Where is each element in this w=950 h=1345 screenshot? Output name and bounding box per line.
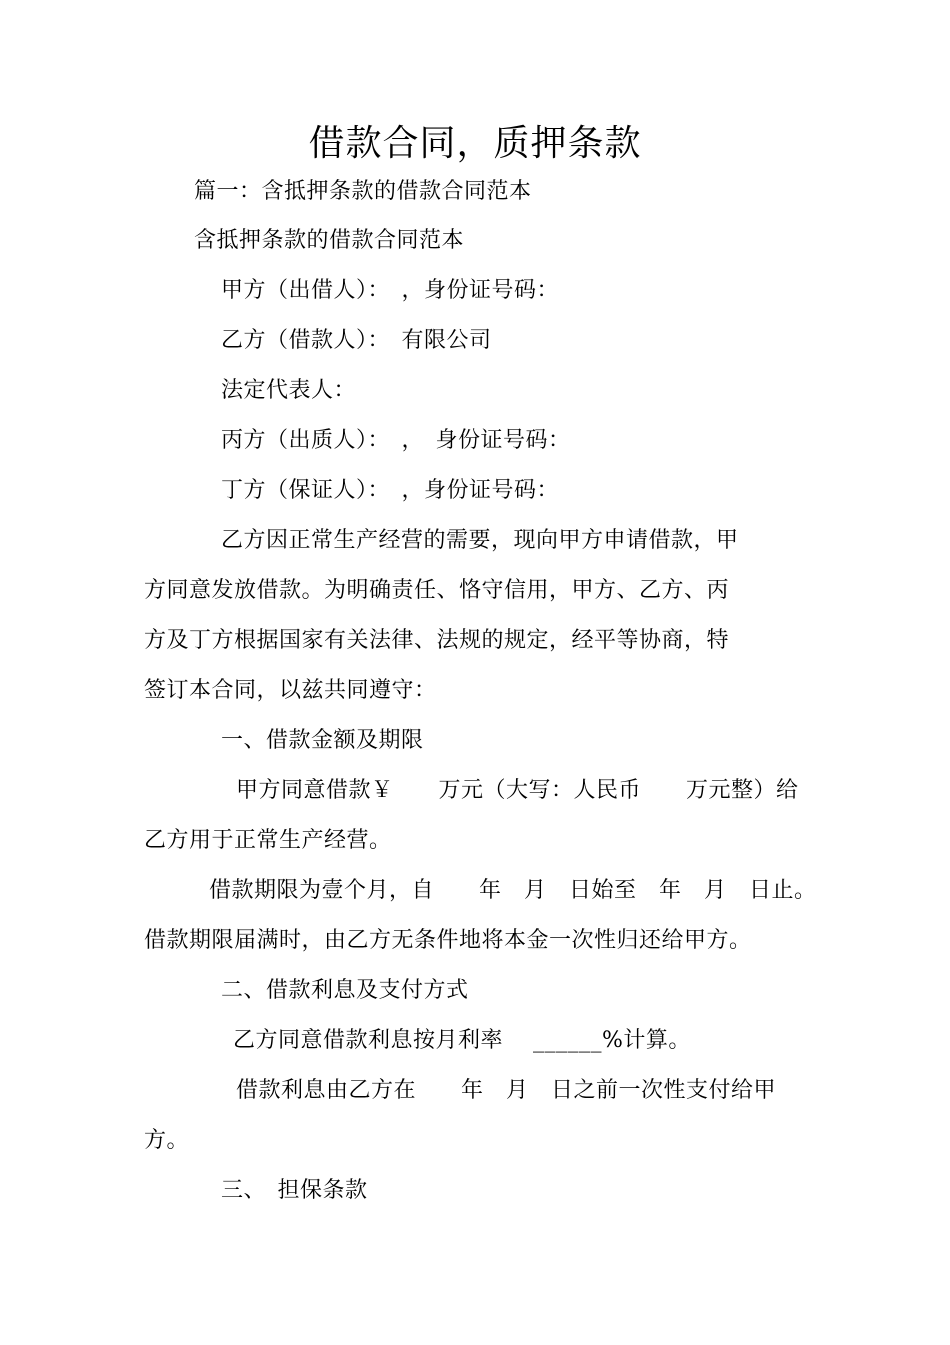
party-c-line: 丙方（出质人）： ， 身份证号码： <box>221 428 571 453</box>
clause-line: 借款期限届满时，由乙方无条件地将本金一次性归还给甲方。 <box>144 928 752 953</box>
preamble-line: 方同意发放借款。为明确责任、恪守信用，甲方、乙方、丙 <box>144 578 730 603</box>
preamble-line: 乙方因正常生产经营的需要，现向甲方申请借款，甲 <box>221 528 739 553</box>
party-b-line: 乙方（借款人）： 有限公司 <box>221 328 492 353</box>
section-heading-interest: 二、借款利息及支付方式 <box>221 978 469 1003</box>
clause-line: 甲方同意借款￥ 万元（大写：人民币 万元整）给 <box>236 778 799 803</box>
clause-line: 借款利息由乙方在 年 月 日之前一次性支付给甲 <box>236 1078 777 1103</box>
clause-line: 借款期限为壹个月，自 年 月 日始至 年 月 日止。 <box>209 878 817 903</box>
preamble-line: 签订本合同，以兹共同遵守： <box>144 678 437 703</box>
section-heading-guarantee: 三、 担保条款 <box>221 1178 368 1203</box>
party-d-line: 丁方（保证人）： ，身份证号码： <box>221 478 560 503</box>
clause-line: 乙方同意借款利息按月利率 ______%计算。 <box>233 1028 691 1053</box>
clause-line: 乙方用于正常生产经营。 <box>144 828 392 853</box>
legal-representative-line: 法定代表人： <box>221 378 357 403</box>
document-title: 借款合同，质押条款 <box>308 123 642 164</box>
party-a-line: 甲方（出借人）： ，身份证号码： <box>221 278 560 303</box>
preamble-line: 方及丁方根据国家有关法律、法规的规定，经平等协商，特 <box>144 628 730 653</box>
clause-line: 方。 <box>144 1128 190 1153</box>
section-heading-loan-amount: 一、借款金额及期限 <box>221 728 424 753</box>
section-heading-part-one: 篇一：含抵押条款的借款合同范本 <box>194 179 532 204</box>
contract-name: 含抵押条款的借款合同范本 <box>194 228 465 253</box>
